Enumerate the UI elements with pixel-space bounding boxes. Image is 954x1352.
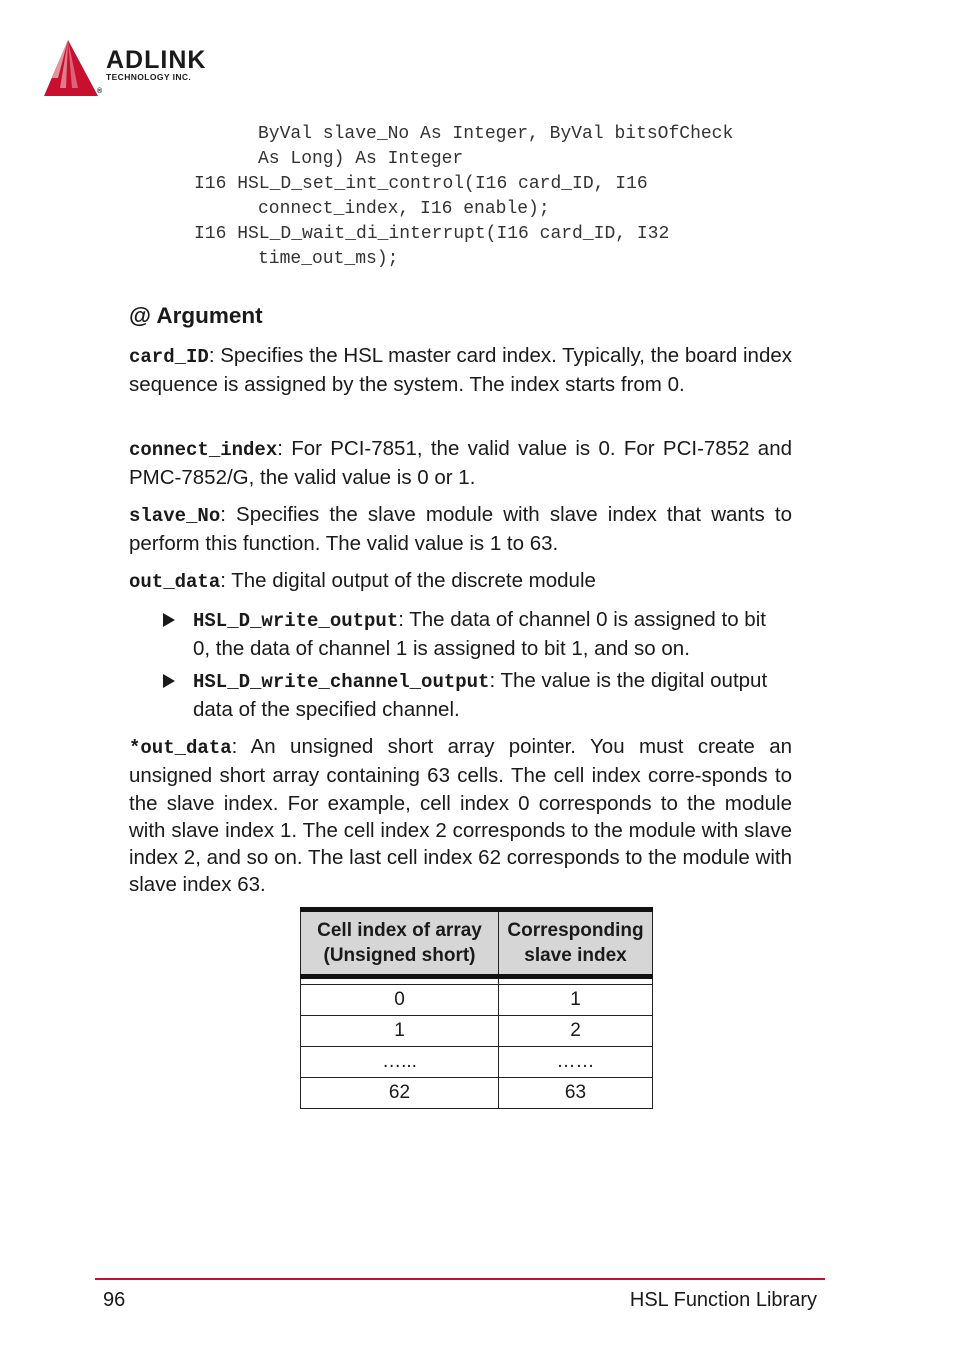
footer-divider [95, 1278, 825, 1280]
arg-term: out_data [129, 571, 221, 593]
table-cell: 63 [499, 1078, 653, 1109]
code-line: ByVal slave_No As Integer, ByVal bitsOfCheck [258, 124, 734, 144]
bullet-term: HSL_D_write_channel_output [193, 671, 490, 693]
bullet-description: : The data of channel 0 is assigned to bit 0, the data of channel 1 is assigned to bit 1, and so on. [193, 608, 766, 661]
arg-description: : An unsigned short array pointer. You must create an unsigned short array containing 63 cells. The cell index corre-sponds to the slave index. For example, cell index 0 corresponds to the module with slave index 1. The cell index 2 corresponds to the module with slave index 2, and so on. The last cell index 62 corresponds to the module with slave index 63. [129, 735, 792, 897]
table-row [301, 985, 653, 1016]
code-line: As Long) As Integer [258, 149, 464, 169]
bullet-item [193, 606, 788, 663]
arg-slave-no [129, 501, 792, 558]
arg-term: *out_data [129, 737, 232, 759]
arg-term: slave_No [129, 505, 221, 527]
arg-term: card_ID [129, 346, 209, 368]
registered-mark: ® [97, 88, 103, 95]
table-row [301, 1016, 653, 1047]
arg-ptr-out-data [129, 733, 792, 899]
adlink-logo [42, 38, 242, 100]
code-line: time_out_ms); [258, 249, 399, 269]
table-row [301, 1047, 653, 1078]
index-mapping-table [300, 907, 653, 1109]
table-cell: 62 [301, 1078, 499, 1109]
table-cell: 1 [301, 1016, 499, 1047]
logo-wordmark: ADLINK [106, 46, 207, 74]
bullet-term: HSL_D_write_output [193, 610, 399, 632]
bullet-item [193, 667, 788, 724]
table-cell: …… [499, 1047, 653, 1078]
arg-description: : Specifies the HSL master card index. Typically, the board index sequence is assigned by the system. The index starts from 0. [129, 344, 792, 397]
arg-out-data [129, 567, 792, 596]
table-header: Cell index of array (Unsigned short) [301, 910, 499, 977]
code-line: connect_index, I16 enable); [258, 199, 550, 219]
bullet-description: : The value is the digital output data of the specified channel. [193, 669, 768, 722]
section-heading: @ Argument [129, 303, 263, 328]
table-header: Corresponding slave index [499, 910, 653, 977]
logo-subtitle: TECHNOLOGY INC. [106, 72, 192, 82]
bullet-arrow-icon [163, 674, 175, 688]
code-line: I16 HSL_D_set_int_control(I16 card_ID, I16 [194, 174, 648, 194]
page-number: 96 [103, 1289, 126, 1311]
bullet-arrow-icon [163, 613, 175, 627]
table-cell: 1 [499, 985, 653, 1016]
arg-card-id [129, 342, 792, 399]
table-row [301, 1078, 653, 1109]
arg-description: : For PCI-7851, the valid value is 0. For PCI-7852 and PMC-7852/G, the valid value is 0 or 1. [129, 437, 792, 490]
footer-title: HSL Function Library [629, 1289, 817, 1311]
code-line: I16 HSL_D_wait_di_interrupt(I16 card_ID, I32 [194, 224, 670, 244]
table-cell: 2 [499, 1016, 653, 1047]
arg-connect-index [129, 435, 792, 492]
arg-description: : Specifies the slave module with slave index that wants to perform this function. The valid value is 1 to 63. [129, 503, 792, 556]
table-cell: …... [301, 1047, 499, 1078]
arg-description: : The digital output of the discrete module [220, 569, 596, 592]
adlink-triangle-icon [42, 38, 104, 100]
table-cell: 0 [301, 985, 499, 1016]
arg-term: connect_index [129, 439, 278, 461]
